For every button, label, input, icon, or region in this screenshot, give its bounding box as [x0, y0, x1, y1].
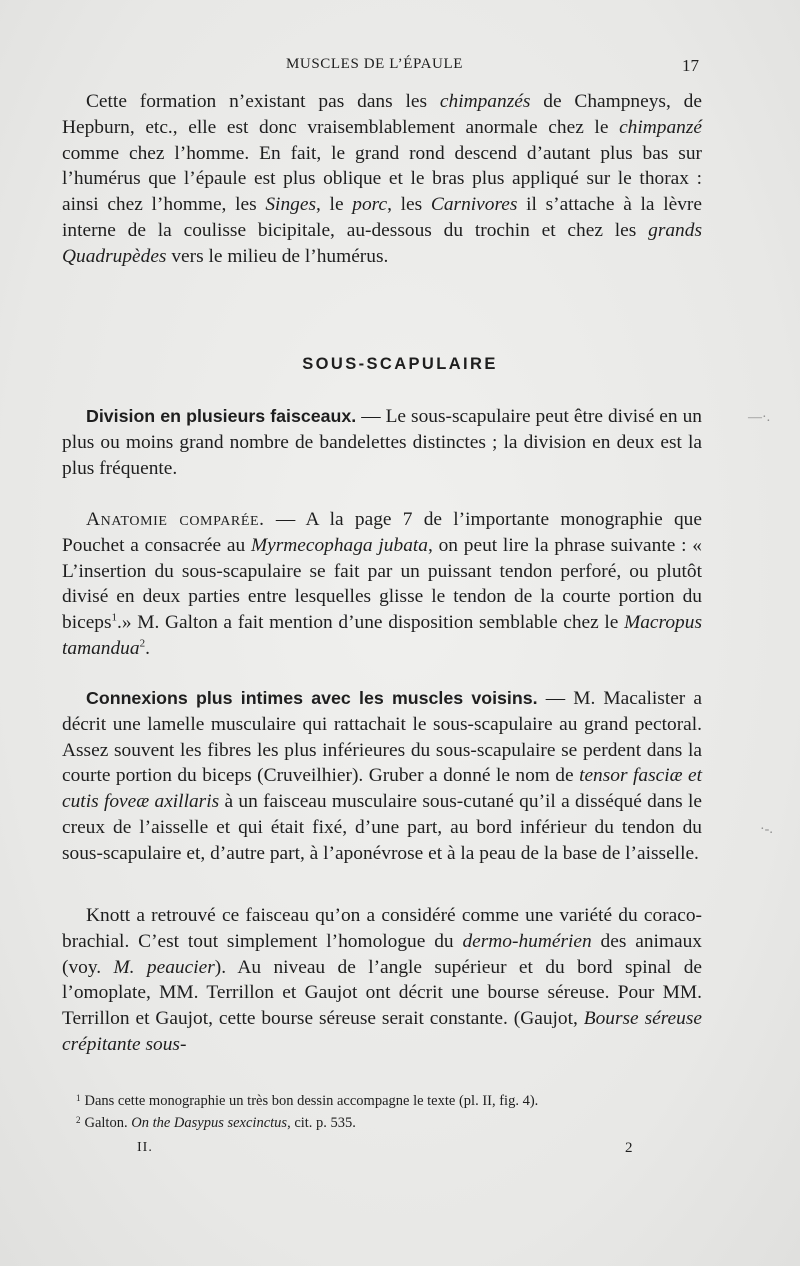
- footnote-1: $^1$ Dans cette monographie un très bon dessin accompagne le texte (pl. II, fig. 4).: [76, 1093, 539, 1109]
- paragraph-grand-rond: Cette formation n’existant pas dans les chimpanzés de Champneys, de Hepburn, etc., elle est donc vraisemblablement anormale chez le chimpanzé comme chez l’homme. En fait, le grand rond descend d’autant plus bas sur l’humérus que l’épaule est plus oblique et le bras plus appliqué sur le thorax : ainsi chez l’homme, les Singes, le porc, les Carnivores il s’attache à la lèvre interne de la coulisse bicipitale, au-dessous du trochin et chez les grands Quadrupèdes vers le milieu de l’humérus.: [62, 91, 702, 267]
- running-head: [0, 56, 800, 78]
- running-title: MUSCLES DE L’ÉPAULE: [286, 56, 463, 72]
- footnote-ref-1: 1: [111, 611, 118, 624]
- margin-mark: —·.: [748, 410, 771, 425]
- footnote-ref-2: 2: [139, 637, 146, 650]
- paragraph-anatomie-comparee: Anatomie comparée. — A la page 7 de l’importante monographie que Pouchet a consacrée au Myrmecophaga jubata, on peut lire la phrase suivante : « L’insertion du sous-scapulaire se fait par un puissant tendon perforé, ou plutôt divisé en deux parties entre lesquelles glisse le tendon de la courte portion du biceps$^1$.» M. Galton a fait mention d’une disposition semblable chez le Macropus tamandua$^2$.: [62, 509, 702, 659]
- page-number: 17: [682, 56, 699, 75]
- sheet-mark: 2: [625, 1140, 633, 1156]
- paragraph-knott: Knott a retrouvé ce faisceau qu’on a considéré comme une variété du coraco-brachial. C’est tout simplement l’homologue du dermo-humérien des animaux (voy. M. peaucier). Au niveau de l’angle supérieur et du bord spinal de l’omoplate, MM. Terrillon et Gaujot ont décrit une bourse séreuse. Pour MM. Terrillon et Gaujot, cette bourse séreuse serait constante. (Gaujot, Bourse séreuse crépitante sous-: [62, 905, 703, 1055]
- volume-mark: II.: [137, 1140, 153, 1155]
- footnote-2: $^2$ Galton. On the Dasypus sexcinctus, cit. p. 535.: [76, 1115, 356, 1131]
- run-in-heading: Connexions plus intimes avec les muscles voisins.: [86, 688, 538, 708]
- paragraph-division: Division en plusieurs faisceaux. — Le sous-scapulaire peut être divisé en un plus ou moins grand nombre de bandelettes distinctes ; la division en deux est la plus fréquente.: [62, 406, 702, 479]
- section-heading: SOUS-SCAPULAIRE: [302, 355, 498, 373]
- footnotes: [76, 1090, 696, 1134]
- run-in-heading: Anatomie comparée.: [86, 509, 265, 530]
- paragraph-connexions: Connexions plus intimes avec les muscles voisins. — M. Macalister a décrit une lamelle musculaire qui rattachait le sous-scapulaire au grand pectoral. Assez souvent les fibres les plus inférieures du sous-scapulaire se perdent dans la courte portion du biceps (Cruveilhier). Gruber a donné le nom de tensor fasciæ et cutis foveæ axillaris à un faisceau musculaire sous-cutané qu’il a disséqué dans le creux de l’aisselle et qui était fixé, d’une part, au bord inférieur du tendon du sous-scapulaire et, d’autre part, à l’aponévrose et à la peau de la base de l’aisselle.: [62, 688, 703, 864]
- margin-mark: ·-.: [760, 822, 773, 837]
- printer-signature: [0, 1140, 800, 1162]
- run-in-heading: Division en plusieurs faisceaux.: [86, 406, 357, 426]
